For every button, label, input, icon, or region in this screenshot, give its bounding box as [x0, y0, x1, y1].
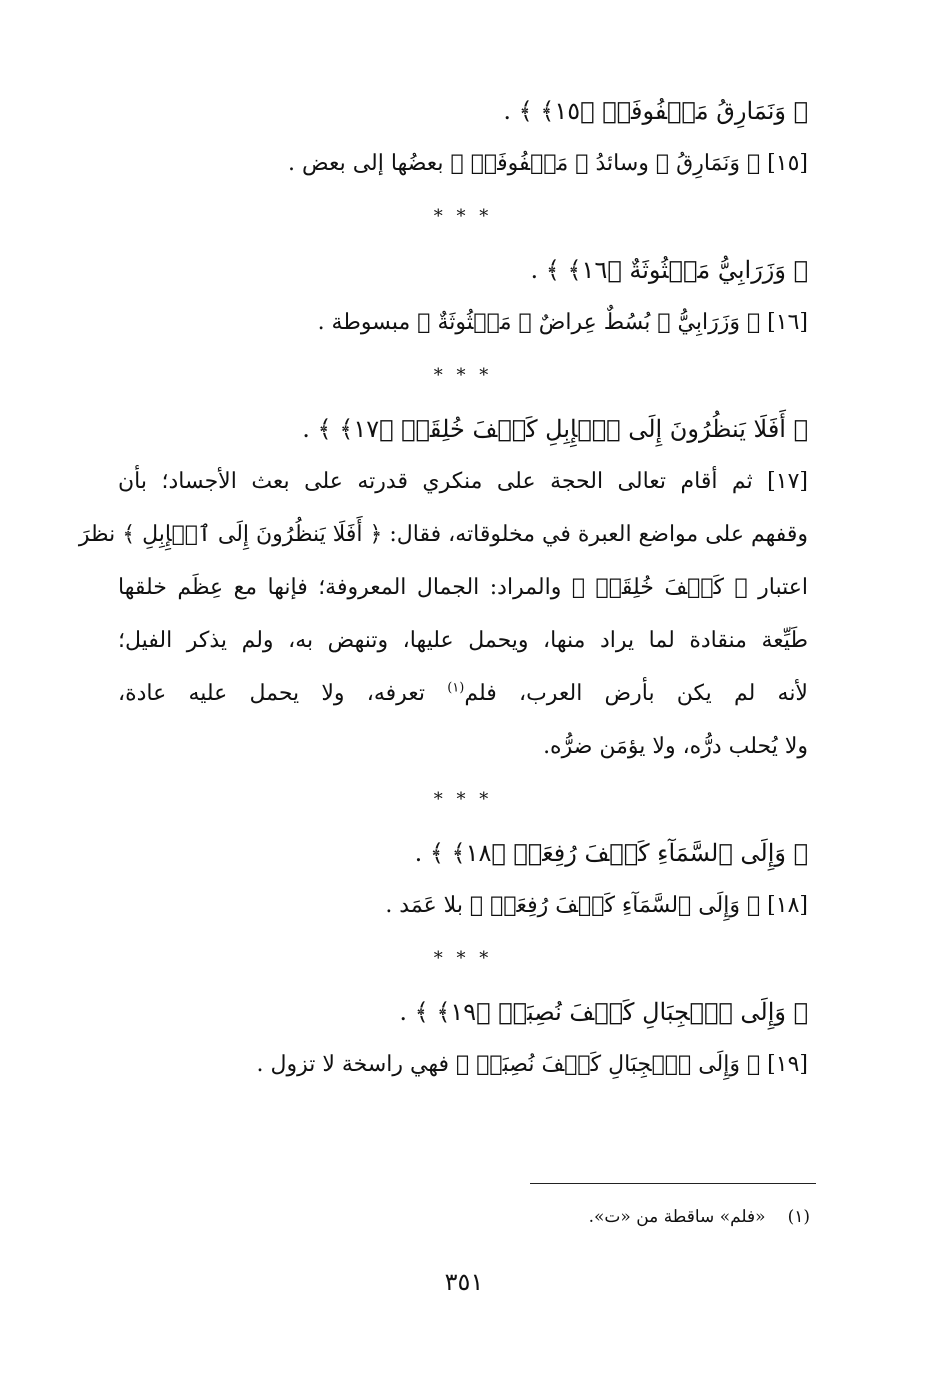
commentary-18: [١٨] ﴿ وَإِلَى ٱلسَّمَآءِ كَيۡفَ رُفِعَتۡ ﴾ بلا عَمَد . [385, 893, 808, 918]
verse-19: ﴿ وَإِلَى ٱلۡجِبَالِ كَيۡفَ نُصِبَتۡ ﴿١٩﴾ ﴾ . [399, 998, 808, 1026]
verse-17: ﴿ أَفَلَا يَنظُرُونَ إِلَى ٱلۡإِبِلِ كَيۡفَ خُلِقَتۡ ﴿١٧﴾ ﴾ . [302, 415, 808, 443]
commentary-17-line-4: طَيِّعة منقادة لما يراد منها، ويحمل عليها، وتنهض به، ولم يذكر الفيل؛ [118, 628, 808, 653]
footnote [310, 1204, 810, 1230]
commentary-17-line-5-start: لأنه لم يكن بأرض العرب، فلم [464, 681, 808, 706]
commentary-17-line-3: اعتبار ﴿ كَيۡفَ خُلِقَتۡ ﴾ والمراد: الجمال المعروفة؛ فإنها مع عِظَم خلقها [118, 575, 808, 600]
section-separator: * * * [433, 365, 493, 386]
commentary-17-line-5-end: تعرفه، ولا يحمل عليه عادة، [118, 681, 448, 706]
section-separator: * * * [433, 789, 493, 810]
section-separator: * * * [433, 206, 493, 227]
verse-15: ﴿ وَنَمَارِقُ مَصۡفُوفَةٞ ﴿١٥﴾ ﴾ . [503, 97, 808, 125]
footnote-text: «فلم» ساقطة من «ت». [588, 1207, 766, 1227]
section-separator: * * * [433, 948, 493, 969]
verse-18: ﴿ وَإِلَى ٱلسَّمَآءِ كَيۡفَ رُفِعَتۡ ﴿١٨﴾ ﴾ . [414, 839, 808, 867]
footnote-number: (١) [787, 1207, 810, 1227]
verse-16: ﴿ وَزَرَابِيُّ مَبۡثُوثَةٌ ﴿١٦﴾ ﴾ . [530, 256, 808, 284]
page-number: ٣٥١ [444, 1268, 484, 1296]
footnote-divider [530, 1183, 816, 1184]
commentary-19: [١٩] ﴿ وَإِلَى ٱلۡجِبَالِ كَيۡفَ نُصِبَتۡ ﴾ فهي راسخة لا تزول . [256, 1052, 808, 1077]
commentary-17-line-6: ولا يُحلب درُّه، ولا يؤمَن ضرُّه. [543, 734, 808, 759]
page-content [78, 95, 808, 1102]
commentary-17-line-2: وقفهم على مواضع العبرة في مخلوقاته، فقال: ﴿ أَفَلَا يَنظُرُونَ إِلَى ٱلۡإِبِلِ ﴾ نظرَ [78, 522, 808, 547]
commentary-17-line-5 [118, 678, 808, 710]
footnote-ref: (١) [447, 680, 465, 696]
commentary-17-line-1: [١٧] ثم أقام تعالى الحجة على منكري قدرته على بعث الأجساد؛ بأن [118, 469, 808, 494]
commentary-15: [١٥] ﴿ وَنَمَارِقُ ﴾ وسائدُ ﴿ مَصۡفُوفَةٞ ﴾ بعضُها إلى بعض . [288, 151, 808, 176]
commentary-16: [١٦] ﴿ وَزَرَابِيُّ ﴾ بُسُطٌ عِراضٌ ﴿ مَبۡثُوثَةٌ ﴾ مبسوطة . [317, 310, 808, 335]
